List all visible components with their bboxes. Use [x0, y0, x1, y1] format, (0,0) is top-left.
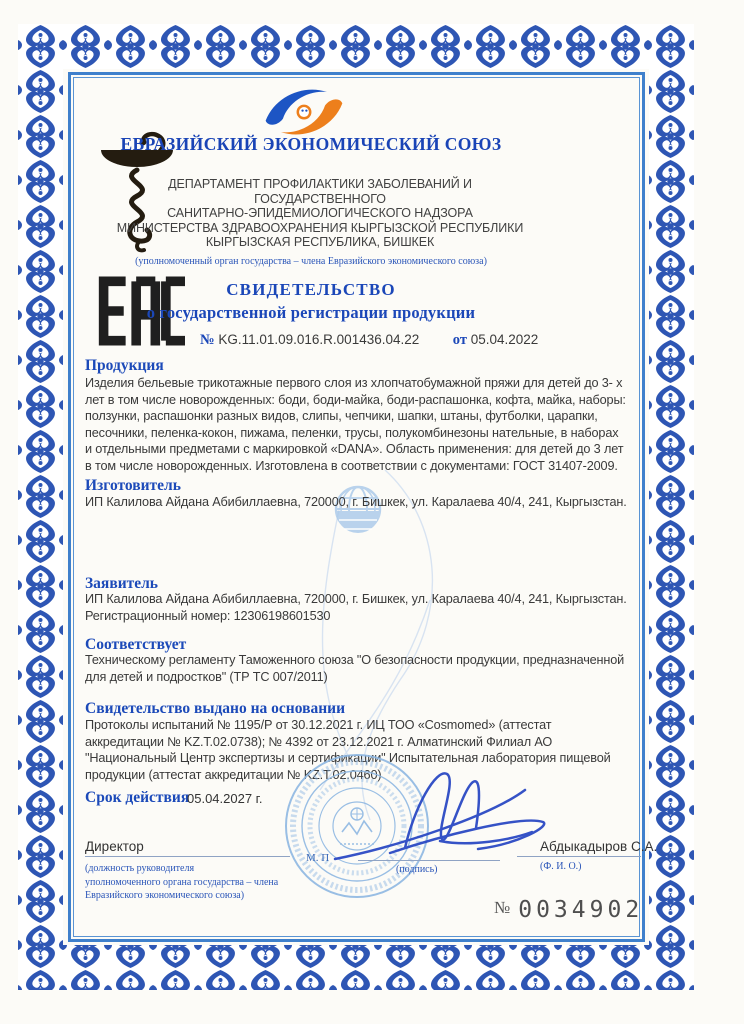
section-heading-manufacturer: Изготовитель	[85, 477, 181, 494]
department-line: КЫРГЫЗСКАЯ РЕСПУБЛИКА, БИШКЕК	[205, 235, 435, 250]
validity-date: 05.04.2027 г.	[187, 791, 263, 806]
section-text-conforms: Техническому регламенту Таможенного союза "О безопасности продукции, предназначенной для детей и подростков" (ТР ТС 007/2011)	[85, 653, 625, 684]
department-name	[110, 177, 530, 250]
serial-number	[494, 897, 643, 923]
globe-watermark-icon	[328, 483, 388, 541]
signature-underline	[358, 860, 500, 861]
position-note-line: (должность руководителя	[85, 863, 195, 874]
union-name: ЕВРАЗИЙСКИЙ ЭКОНОМИЧЕСКИЙ СОЮЗ	[120, 134, 502, 154]
serial-label: №	[494, 898, 511, 917]
section-heading-conforms: Соответствует	[85, 636, 187, 653]
section-text-product: Изделия бельевые трикотажные первого слоя из хлопчатобумажной пряжи для детей до 3- х лет в том числе новорожденных: боди, боди-майка, боди-распашонка, кофта, майка, наборы: ползунки, распашонки разных видов, слипы, чепчики, шапки, штаны, футболки, царапки, песочники, пеленка-кокон, пижама, пеленки, трусы, полукомбинезоны нательные, в наборах и отдельными предметами с маркировкой «DANA». Область применения: для детей до 3 лет в том числе новорожденных. Изготовлена в соответствии с документами: ГОСТ 31407-2009.	[85, 376, 626, 473]
section-heading-product: Продукция	[85, 357, 164, 374]
certificate-subtitle: о государственной регистрации продукции	[146, 303, 476, 322]
serial-digits: 0034902	[518, 897, 644, 923]
position-note-line: уполномоченного органа государства – члена	[85, 876, 279, 888]
certificate-number: KG.11.01.09.016.R.001436.04.22	[218, 332, 420, 347]
date-label: от	[452, 332, 467, 348]
section-text-applicant	[85, 591, 627, 624]
applicant-reg-number: Регистрационный номер: 12306198601530	[85, 608, 331, 623]
position-note-line: Евразийского экономического союза)	[85, 890, 245, 901]
name-underline	[517, 856, 641, 857]
certificate-title: СВИДЕТЕЛЬСТВО	[226, 280, 396, 299]
section-text-basis: Протоколы испытаний № 1195/Р от 30.12.2021 г. ИЦ ТОО «Cosmomed» (аттестат аккредитации № KZ.Т.02.0738); № 4392 от 23.12.2021 г. Алматинский Филиал АО "Национальный Центр экспертизы и сертификации" Испытательная лаборатория пищевой продукции (аттестат аккредитации № KZ.Т.02.0460)	[85, 718, 611, 782]
position-underline	[85, 856, 290, 857]
department-line: ДЕПАРТАМЕНТ ПРОФИЛАКТИКИ ЗАБОЛЕВАНИЙ И ГОСУДАРСТВЕННОГО	[168, 177, 472, 206]
signer-position: Директор	[85, 839, 144, 854]
department-line: МИНИСТЕРСТВА ЗДРАВООХРАНЕНИЯ КЫРГЫЗСКОЙ РЕСПУБЛИКИ	[116, 220, 524, 235]
section-heading-applicant: Заявитель	[85, 575, 159, 592]
stamp-place-mark: М. П	[306, 852, 330, 864]
position-note	[85, 862, 315, 903]
signer-name: Абдыкадыров С.А.	[540, 839, 658, 854]
section-heading-basis: Свидетельство выдано на основании	[85, 700, 345, 717]
department-line: САНИТАРНО-ЭПИДЕМИОЛОГИЧЕСКОГО НАДЗОРА	[167, 206, 473, 221]
section-heading-validity: Срок действия	[85, 789, 190, 806]
certificate-number-row	[200, 332, 538, 349]
applicant-address: ИП Калилова Айдана Абибиллаевна, 720000, г. Бишкек, ул. Каралаева 40/4, 241, Кыргызстан.	[85, 592, 627, 606]
authority-note: (уполномоченный орган государства – члена Евразийского экономического союза)	[135, 256, 487, 267]
signature-caption: (подпись)	[396, 864, 438, 875]
certificate-date: 05.04.2022	[470, 332, 539, 347]
signature-scribble-icon	[290, 760, 560, 870]
name-caption: (Ф. И. О.)	[540, 861, 582, 872]
number-label: №	[200, 332, 215, 348]
section-text-manufacturer: ИП Калилова Айдана Абибиллаевна, 720000, г. Бишкек, ул. Каралаева 40/4, 241, Кыргызстан.	[85, 495, 627, 509]
